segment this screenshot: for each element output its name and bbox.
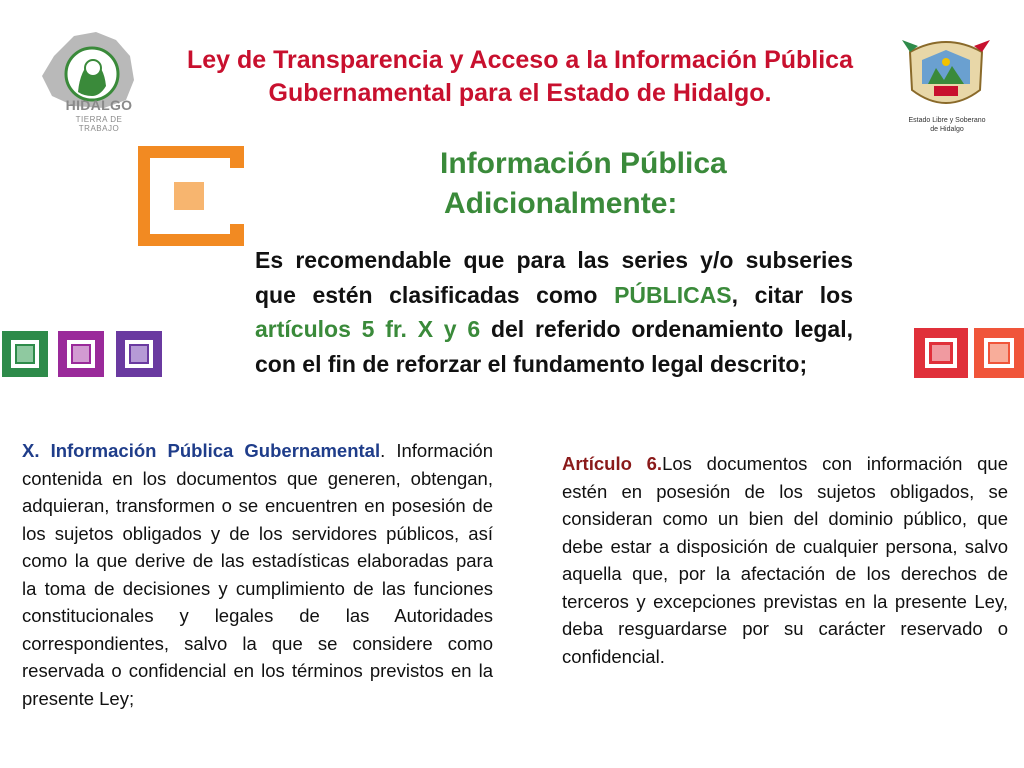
state-seal-emblem	[900, 32, 992, 114]
seal-caption-line1: Estado Libre y Soberano	[908, 117, 986, 124]
subtitle-line2: Adicionalmente:	[444, 187, 678, 220]
red-square-decoration	[914, 328, 968, 378]
page-title: Ley de Transparencia y Acceso a la Información Pública Gubernamental para el Estado de Hidalgo.	[186, 46, 853, 107]
recommendation-paragraph	[255, 243, 853, 381]
fraction-x-definition	[22, 437, 493, 712]
main-text-part2: , citar los	[731, 281, 854, 308]
article-6-body: Los documentos con información que estén en posesión de los sujetos obligados, se consideran como un bien del dominio público, que debe estar a disposición de cualquier persona, salvo aquella que, por la afectación de los derechos de terceros y excepciones previstas en la presente Ley, deba resguardarse por su carácter reservado o confidencial.	[562, 453, 1008, 667]
publicas-highlight: PÚBLICAS	[614, 281, 732, 308]
orange-red-square-decoration	[974, 328, 1024, 378]
main-text-part1: Es recomendable que para las series y/o subseries que estén clasificadas como	[255, 247, 853, 308]
orange-frame-decoration	[138, 146, 244, 246]
hidalgo-logo-name: HIDALGO	[65, 97, 133, 113]
green-square-decoration	[2, 331, 48, 377]
violet-square-decoration	[116, 331, 162, 377]
purple-square-decoration	[58, 331, 104, 377]
fraction-x-lead: X. Información Pública Gubernamental	[22, 440, 381, 461]
article-6-text	[562, 450, 1008, 670]
seal-caption-line2: de Hidalgo	[930, 126, 964, 133]
articulos-highlight: artículos 5 fr. X y 6	[255, 316, 481, 342]
hidalgo-logo-tagline: TIERRA DE TRABAJO	[75, 115, 123, 133]
main-text-part3: del referido ordenamiento legal, con el fin de reforzar el fundamento legal descrito;	[255, 316, 854, 377]
section-subtitle	[360, 144, 860, 224]
fraction-x-body: . Información contenida en los documentos que generen, obtengan, adquieran, transformen o se encuentren en posesión de los sujetos obligados y de los servidores públicos, así como la que derive de las estadísticas elaboradas para la toma de decisiones y cumplimiento de las funciones constitucionales y legales de las Autoridades correspondientes, salvo la que se considere como reservada o confidencial en los términos previstos en la presente Ley;	[22, 440, 494, 709]
subtitle-line1: Información Pública	[440, 147, 727, 180]
article-6-lead: Artículo 6.	[562, 453, 663, 474]
